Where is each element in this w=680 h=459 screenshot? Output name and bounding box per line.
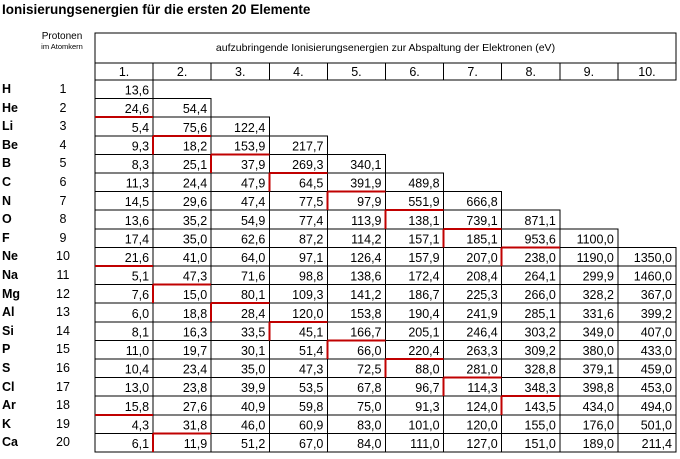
cell-value: 91,3 — [415, 399, 440, 414]
column-label: 5. — [351, 65, 362, 79]
cell-value: 35,0 — [182, 232, 208, 247]
proton-count: 2 — [59, 100, 67, 115]
cell-value: 59,8 — [299, 399, 324, 414]
cell-value: 739,1 — [466, 213, 498, 228]
cell-value: 220,4 — [408, 344, 440, 358]
element-symbol: He — [2, 100, 18, 115]
cell-value: 1190,0 — [576, 251, 614, 265]
cell-value: 11,3 — [125, 176, 150, 191]
element-symbol: Si — [2, 323, 14, 338]
cell-value: 328,2 — [582, 288, 614, 303]
cell-value: 6,1 — [131, 437, 150, 451]
cell-value: 349,0 — [582, 325, 614, 340]
proton-count: 16 — [56, 361, 70, 375]
cell-value: 124,0 — [466, 399, 498, 414]
cell-value: 10,4 — [124, 362, 150, 377]
element-symbol: Be — [2, 137, 18, 152]
element-symbol: P — [2, 342, 11, 357]
cell-value: 64,5 — [299, 176, 324, 191]
cell-value: 53,5 — [299, 381, 324, 396]
table-header-label: aufzubringende Ionisierungsenergien zur Abspaltung der Elektronen (eV) — [215, 42, 556, 54]
cell-value: 1460,0 — [633, 269, 672, 284]
cell-value: 13,6 — [124, 83, 150, 98]
cell-value: 217,7 — [292, 139, 324, 154]
cell-value: 205,1 — [408, 325, 440, 340]
element-symbol: C — [2, 175, 12, 189]
element-symbol: Ar — [2, 398, 16, 413]
cell-value: 155,0 — [524, 418, 556, 433]
cell-value: 41,0 — [182, 251, 208, 265]
element-symbol: S — [2, 361, 11, 375]
cell-value: 8,1 — [131, 325, 150, 340]
cell-value: 27,6 — [182, 399, 208, 414]
cell-value: 75,0 — [357, 399, 382, 414]
cell-value: 72,5 — [357, 362, 382, 377]
cell-value: 138,6 — [350, 269, 382, 284]
cell-value: 309,2 — [524, 344, 556, 358]
cell-value: 246,4 — [466, 325, 498, 340]
cell-value: 185,1 — [466, 232, 498, 247]
protons-header-line1: Protonen — [41, 31, 83, 42]
cell-value: 54,4 — [182, 102, 208, 117]
cell-value: 399,2 — [640, 306, 672, 321]
proton-count: 13 — [56, 305, 70, 320]
element-symbol: Al — [2, 305, 15, 320]
proton-count: 6 — [59, 175, 67, 189]
cell-value: 13,0 — [124, 381, 150, 396]
proton-count: 5 — [59, 156, 67, 171]
cell-value: 37,9 — [240, 158, 266, 172]
cell-value: 379,1 — [582, 362, 614, 377]
cell-value: 30,1 — [240, 344, 266, 358]
cell-value: 46,0 — [240, 418, 266, 433]
cell-value: 96,7 — [415, 381, 440, 396]
cell-value: 77,5 — [299, 195, 324, 210]
proton-count: 10 — [56, 249, 70, 264]
cell-value: 4,3 — [131, 418, 150, 433]
cell-value: 13,6 — [124, 213, 150, 228]
cell-value: 127,0 — [466, 437, 498, 451]
cell-value: 66,0 — [357, 344, 382, 358]
cell-value: 15,0 — [182, 288, 208, 303]
cell-value: 953,6 — [524, 232, 556, 247]
proton-count: 19 — [56, 416, 70, 431]
cell-value: 47,4 — [240, 195, 266, 210]
cell-value: 241,9 — [466, 306, 498, 321]
cell-value: 109,3 — [292, 288, 324, 303]
cell-value: 666,8 — [466, 195, 498, 210]
column-label: 10. — [638, 65, 656, 79]
proton-count: 1 — [59, 82, 67, 96]
cell-value: 208,4 — [466, 269, 498, 284]
cell-value: 54,9 — [240, 213, 266, 228]
cell-value: 281,0 — [466, 362, 498, 377]
cell-value: 348,3 — [524, 381, 556, 396]
cell-value: 87,2 — [299, 232, 324, 247]
cell-value: 489,8 — [408, 176, 440, 191]
column-label: 9. — [583, 65, 595, 79]
cell-value: 64,0 — [240, 251, 266, 265]
element-symbol: Li — [2, 119, 14, 134]
cell-value: 24,4 — [182, 176, 208, 191]
proton-count: 15 — [56, 342, 70, 357]
cell-value: 18,8 — [182, 306, 208, 321]
cell-value: 453,0 — [640, 381, 672, 396]
cell-value: 157,1 — [408, 232, 440, 247]
cell-value: 51,2 — [240, 437, 266, 451]
cell-value: 551,9 — [408, 195, 440, 210]
cell-value: 5,4 — [131, 120, 150, 135]
cell-value: 47,3 — [182, 269, 208, 284]
cell-value: 398,8 — [582, 381, 614, 396]
protons-header-line2: im Atomkern — [41, 41, 83, 51]
cell-value: 141,2 — [350, 288, 382, 303]
cell-value: 434,0 — [582, 399, 614, 414]
cell-value: 153,8 — [350, 306, 382, 321]
cell-value: 31,8 — [182, 418, 208, 433]
cell-value: 80,1 — [240, 288, 266, 303]
cell-value: 47,3 — [299, 362, 324, 377]
cell-value: 303,2 — [524, 325, 556, 340]
cell-value: 17,4 — [124, 232, 150, 247]
cell-value: 433,0 — [640, 344, 672, 358]
cell-value: 29,6 — [182, 195, 208, 210]
cell-value: 39,9 — [240, 381, 266, 396]
cell-value: 9,3 — [131, 139, 150, 154]
element-symbol: Cl — [2, 379, 15, 394]
element-symbol: B — [2, 156, 12, 171]
cell-value: 871,1 — [524, 213, 556, 228]
element-symbol: Mg — [2, 286, 21, 301]
cell-value: 33,5 — [240, 325, 266, 340]
proton-count: 12 — [56, 286, 70, 301]
cell-value: 101,0 — [408, 418, 440, 433]
cell-value: 299,9 — [582, 269, 614, 284]
cell-value: 407,0 — [640, 325, 672, 340]
element-symbol: H — [2, 82, 12, 96]
cell-value: 98,8 — [299, 269, 324, 284]
cell-value: 21,6 — [124, 251, 150, 265]
proton-count: 17 — [56, 379, 70, 394]
cell-value: 120,0 — [292, 306, 324, 321]
proton-count: 4 — [59, 137, 67, 152]
cell-value: 16,3 — [182, 325, 208, 340]
cell-value: 264,1 — [524, 269, 556, 284]
cell-value: 328,8 — [524, 362, 556, 377]
column-label: 4. — [293, 65, 304, 79]
cell-value: 97,1 — [299, 251, 324, 265]
cell-value: 18,2 — [182, 139, 208, 154]
cell-value: 190,4 — [408, 306, 440, 321]
cell-value: 67,0 — [299, 437, 324, 451]
cell-value: 83,0 — [357, 418, 382, 433]
cell-value: 151,0 — [524, 437, 556, 451]
chart-title: Ionisierungsenergien für die ersten 20 Elemente — [2, 2, 311, 17]
cell-value: 40,9 — [240, 399, 266, 414]
cell-value: 340,1 — [350, 158, 382, 172]
cell-value: 186,7 — [408, 288, 440, 303]
proton-count: 11 — [56, 268, 70, 282]
column-label: 8. — [525, 65, 536, 79]
element-symbol: Ca — [2, 435, 18, 450]
cell-value: 11,0 — [125, 344, 150, 358]
cell-value: 266,0 — [524, 288, 556, 303]
cell-value: 225,3 — [466, 288, 498, 303]
cell-value: 75,6 — [182, 120, 208, 135]
cell-value: 166,7 — [350, 325, 382, 340]
cell-value: 189,0 — [582, 437, 614, 451]
cell-value: 176,0 — [582, 418, 614, 433]
proton-count: 3 — [59, 119, 67, 134]
proton-count: 7 — [59, 193, 67, 208]
cell-value: 6,0 — [131, 306, 150, 321]
column-label: 6. — [409, 65, 420, 79]
cell-value: 143,5 — [524, 399, 556, 414]
cell-value: 5,1 — [131, 269, 150, 284]
cell-value: 1100,0 — [576, 232, 614, 247]
cell-value: 211,4 — [641, 437, 672, 451]
cell-value: 120,0 — [466, 418, 498, 433]
element-symbol: Ne — [2, 249, 18, 264]
proton-count: 14 — [56, 323, 70, 338]
element-symbol: N — [2, 193, 12, 208]
column-label: 1. — [118, 65, 130, 79]
cell-value: 285,1 — [524, 306, 556, 321]
cell-value: 62,6 — [240, 232, 266, 247]
cell-value: 269,3 — [292, 158, 324, 172]
proton-count: 18 — [56, 398, 70, 413]
cell-value: 19,7 — [182, 344, 208, 358]
cell-value: 23,4 — [182, 362, 208, 377]
cell-value: 138,1 — [408, 213, 440, 228]
cell-value: 331,6 — [582, 306, 614, 321]
proton-count: 9 — [59, 230, 67, 245]
cell-value: 24,6 — [124, 102, 150, 117]
cell-value: 7,6 — [131, 288, 150, 303]
cell-value: 47,9 — [240, 176, 266, 191]
cell-value: 25,1 — [182, 158, 208, 172]
cell-value: 35,2 — [182, 213, 208, 228]
cell-value: 84,0 — [357, 437, 382, 451]
cell-value: 501,0 — [640, 418, 672, 433]
cell-value: 35,0 — [240, 362, 266, 377]
cell-value: 153,9 — [234, 139, 266, 154]
element-symbol: K — [2, 416, 12, 431]
proton-count: 20 — [56, 435, 70, 450]
cell-value: 459,0 — [640, 362, 672, 377]
column-label: 3. — [235, 65, 246, 79]
cell-value: 67,8 — [357, 381, 382, 396]
element-symbol: Na — [2, 268, 18, 282]
cell-value: 11,9 — [183, 437, 208, 451]
cell-value: 494,0 — [640, 399, 672, 414]
cell-value: 8,3 — [131, 158, 150, 172]
cell-value: 238,0 — [524, 251, 556, 265]
column-label: 7. — [467, 65, 478, 79]
cell-value: 114,3 — [467, 381, 498, 396]
cell-value: 60,9 — [299, 418, 324, 433]
cell-value: 14,5 — [124, 195, 150, 210]
cell-value: 122,4 — [234, 120, 266, 135]
cell-value: 114,2 — [351, 232, 382, 247]
cell-value: 367,0 — [640, 288, 672, 303]
cell-value: 113,9 — [351, 213, 382, 228]
cell-value: 77,4 — [299, 213, 324, 228]
cell-value: 51,4 — [299, 344, 324, 358]
cell-value: 157,9 — [408, 251, 440, 265]
element-symbol: O — [2, 212, 12, 227]
cell-value: 263,3 — [466, 344, 498, 358]
cell-value: 380,0 — [582, 344, 614, 358]
cell-value: 391,9 — [350, 176, 382, 191]
cell-value: 23,8 — [182, 381, 208, 396]
column-label: 2. — [176, 65, 188, 79]
cell-value: 111,0 — [410, 437, 440, 451]
cell-value: 28,4 — [240, 306, 266, 321]
cell-value: 88,0 — [415, 362, 440, 377]
cell-value: 71,6 — [240, 269, 266, 284]
proton-count: 8 — [59, 212, 67, 227]
element-symbol: F — [2, 230, 10, 245]
cell-value: 45,1 — [299, 325, 324, 340]
cell-value: 207,0 — [466, 251, 498, 265]
cell-value: 97,9 — [357, 195, 382, 210]
cell-value: 1350,0 — [633, 251, 672, 265]
cell-value: 15,8 — [124, 399, 150, 414]
cell-value: 172,4 — [408, 269, 440, 284]
cell-value: 126,4 — [350, 251, 382, 265]
